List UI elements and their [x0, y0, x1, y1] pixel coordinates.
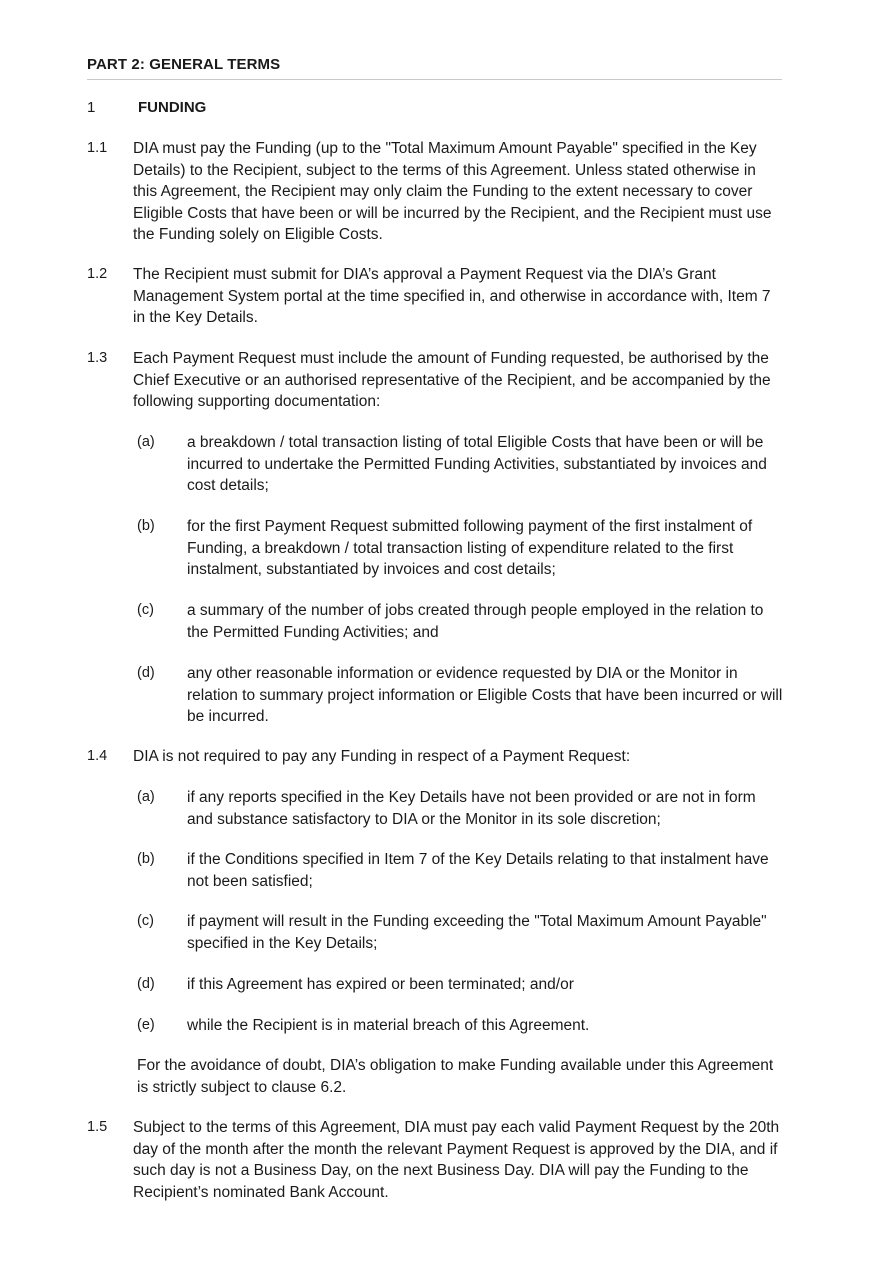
clause-number: 1.3: [87, 350, 108, 366]
clause-text: Subject to the terms of this Agreement, DIA must pay each valid Payment Request by the 20th day of the month after the month the relevant Payment Request is approved by the DIA, and if such day is not a Business Day, on the next Business Day. DIA will pay the Funding to the Recipient’s nominated Bank Account.: [133, 1119, 780, 1201]
item-text: if payment will result in the Funding exceeding the "Total Maximum Amount Payable" specified in the Key Details;: [187, 913, 767, 952]
clause-text: The Recipient must submit for DIA’s approval a Payment Request via the DIA’s Grant Management System portal at the time specified in, and otherwise in accordance with, Item 7 in the Key Details.: [133, 266, 771, 326]
item-text: a breakdown / total transaction listing of total Eligible Costs that have been or will be incurred to undertake the Permitted Funding Activities, substantiated by invoices and cost details;: [187, 434, 767, 494]
item-text: if any reports specified in the Key Details have not been provided or are not in form and substance satisfactory to DIA or the Monitor in its sole discretion;: [187, 789, 756, 828]
clause-text: DIA must pay the Funding (up to the "Total Maximum Amount Payable" specified in the Key Details) to the Recipient, subject to the terms of this Agreement. Unless stated otherwise in this Agreement, the Recipient may only claim the Funding to the extent necessary to cover Eligible Costs that have been or will be incurred by the Recipient, and the Recipient must use the Funding solely on Eligible Costs.: [133, 140, 772, 243]
clause-text: DIA is not required to pay any Funding in respect of a Payment Request:: [133, 748, 631, 765]
item-label: (c): [137, 913, 154, 929]
item-label: (a): [137, 434, 155, 450]
item-text: a summary of the number of jobs created through people employed in the relation to the Permitted Funding Activities; and: [187, 602, 764, 641]
clause-number: 1.5: [87, 1119, 108, 1135]
item-label: (b): [137, 851, 155, 867]
item-label: (e): [137, 1017, 155, 1033]
section-title: FUNDING: [138, 99, 207, 116]
page-heading: PART 2: GENERAL TERMS: [87, 54, 782, 80]
item-text: if this Agreement has expired or been terminated; and/or: [187, 976, 574, 993]
clause-1-4-note: For the avoidance of doubt, DIA’s obligation to make Funding available under this Agreement is strictly subject to clause 6.2.: [137, 1057, 774, 1096]
item-text: for the first Payment Request submitted following payment of the first instalment of Funding, a breakdown / total transaction listing of expenditure related to the first instalment, substantiated by invoices and cost details;: [187, 518, 753, 578]
clause-number: 1.4: [87, 748, 108, 764]
item-text: any other reasonable information or evidence requested by DIA or the Monitor in relation to summary project information or Eligible Costs that have been incurred or will be incurred.: [187, 665, 783, 725]
clause-text: Each Payment Request must include the amount of Funding requested, be authorised by the Chief Executive or an authorised representative of the Recipient, and be accompanied by the following supporting documentation:: [133, 350, 771, 410]
item-label: (d): [137, 665, 155, 681]
item-label: (a): [137, 789, 155, 805]
item-label: (b): [137, 518, 155, 534]
section-number: 1: [87, 99, 96, 116]
clause-number: 1.2: [87, 266, 108, 282]
clause-number: 1.1: [87, 140, 108, 156]
item-label: (d): [137, 976, 155, 992]
item-label: (c): [137, 602, 154, 618]
item-text: while the Recipient is in material breach of this Agreement.: [187, 1017, 590, 1034]
item-text: if the Conditions specified in Item 7 of the Key Details relating to that instalment have not been satisfied;: [187, 851, 769, 890]
